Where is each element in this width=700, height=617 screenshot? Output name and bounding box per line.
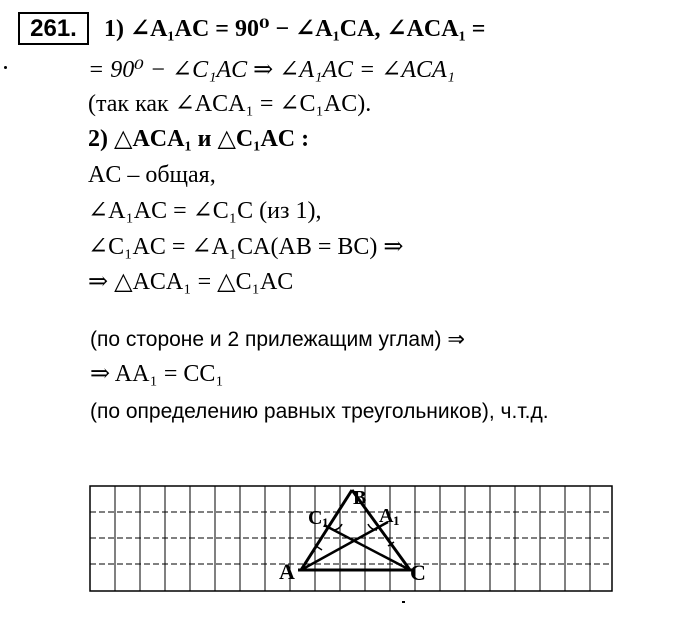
line-3: (так как ∠ACA₁ = ∠C₁AC). (88, 91, 372, 117)
line-6: ∠A₁AC = ∠C₁C (из 1), (88, 198, 322, 224)
bottom-dot (402, 601, 405, 603)
triangle-figure (88, 484, 618, 596)
problem-number: 261. (18, 12, 89, 45)
line-10: ⇒ AA₁ = CC₁ (90, 361, 224, 387)
line-5: AC – общая, (88, 162, 216, 188)
line-1: 1) ∠A₁AC = 90⁰ − ∠A₁CA, ∠ACA₁ = (104, 16, 486, 42)
vertex-label-a1-sub: 1 (393, 513, 400, 528)
margin-dot (4, 66, 7, 69)
line-8: ⇒ △ACA₁ = △C₁AC (88, 269, 294, 295)
line-11: (по определению равных треугольников), ч.т.д. (90, 400, 549, 423)
vertex-label-c1-sub: 1 (322, 515, 329, 530)
line-4: 2) △ACA₁ и △C₁AC : (88, 126, 310, 152)
line-9: (по стороне и 2 прилежащим углам) ⇒ (90, 328, 465, 351)
vertex-label-c1: C (308, 507, 323, 529)
line-2: = 90⁰ − ∠C₁AC ⇒ ∠A₁AC = ∠ACA₁ (88, 57, 456, 83)
vertex-label-a1: A (379, 505, 394, 527)
line-7: ∠C₁AC = ∠A₁CA(AB = BC) ⇒ (88, 234, 404, 260)
vertex-label-a: A (279, 559, 295, 584)
vertex-label-c: C (410, 560, 426, 585)
vertex-label-b: B (353, 487, 367, 509)
